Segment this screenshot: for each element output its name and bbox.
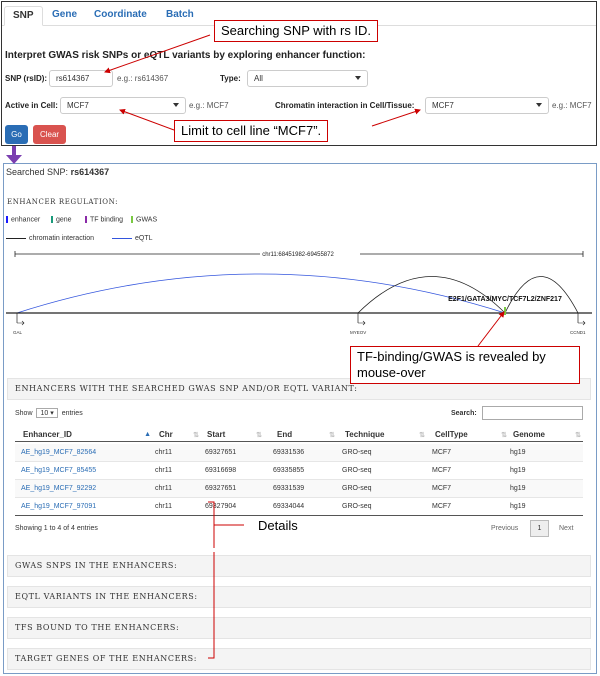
sort-icon: ⇅ bbox=[329, 432, 335, 439]
chrom-label: Chromatin interaction in Cell/Tissue: bbox=[275, 101, 415, 110]
legend-enhancer-label: enhancer bbox=[11, 216, 41, 224]
details-bracket bbox=[208, 502, 214, 658]
section-eqtl-variants[interactable]: EQTL VARIANTS IN THE ENHANCERS: bbox=[7, 586, 591, 608]
legend-gene-label: gene bbox=[56, 216, 72, 224]
table-info: Showing 1 to 4 of 4 entries bbox=[15, 525, 98, 532]
entries-label: entries bbox=[61, 410, 83, 417]
cell-genome: hg19 bbox=[510, 503, 526, 510]
region-label: chr11:68451982-69455872 bbox=[262, 252, 334, 258]
enhancer-id-link[interactable]: AE_hg19_MCF7_82564 bbox=[21, 449, 97, 456]
form-heading: Interpret GWAS risk SNPs or eQTL variants by exploring enhancer function: bbox=[5, 50, 366, 61]
legend-tf-label: TF binding bbox=[90, 216, 124, 224]
cell-start: 69327651 bbox=[205, 485, 237, 492]
chrom-hint: e.g.: MCF7 bbox=[552, 101, 592, 110]
enhancer-id-link[interactable]: AE_hg19_MCF7_85455 bbox=[21, 467, 97, 474]
gene-ccnd1-label: CCND1 bbox=[570, 330, 586, 335]
entries-select[interactable]: 10 ▾ bbox=[36, 408, 57, 418]
cell-technique: GRO-seq bbox=[342, 503, 372, 510]
cell-genome: hg19 bbox=[510, 467, 526, 474]
col-technique-label: Technique bbox=[345, 430, 385, 439]
cell-technique: GRO-seq bbox=[342, 485, 372, 492]
cell-celltype: MCF7 bbox=[432, 467, 452, 474]
col-chr-label: Chr bbox=[159, 430, 173, 439]
cell-end: 69331536 bbox=[273, 449, 305, 456]
flow-arrow-down-icon bbox=[6, 155, 22, 164]
snp-input[interactable]: rs614367 bbox=[49, 70, 113, 87]
callout-limit-arrow-left bbox=[120, 110, 174, 130]
cell-start: 69316698 bbox=[205, 467, 237, 474]
go-button[interactable]: Go bbox=[5, 125, 28, 144]
show-label: Show bbox=[15, 410, 33, 417]
callout-limit: Limit to cell line “MCF7”. bbox=[174, 120, 328, 142]
col-genome-label: Genome bbox=[513, 430, 546, 439]
prev-page-button[interactable]: Previous bbox=[491, 525, 519, 532]
cell-genome: hg19 bbox=[510, 485, 526, 492]
cell-technique: GRO-seq bbox=[342, 449, 372, 456]
tab-gene[interactable]: Gene bbox=[52, 9, 78, 20]
sort-icon: ⇅ bbox=[501, 432, 507, 439]
cell-chr: chr11 bbox=[155, 467, 172, 474]
searched-snp-value: rs614367 bbox=[70, 167, 110, 177]
section-enhancers-header[interactable]: ENHANCERS WITH THE SEARCHED GWAS SNP AND/OR EQTL VARIANT: bbox=[7, 378, 591, 400]
enhancer-regulation-title: ENHANCER REGULATION: bbox=[7, 198, 119, 206]
section-tfs-bound[interactable]: TFS BOUND TO THE ENHANCERS: bbox=[7, 617, 591, 639]
sort-asc-icon: ▲ bbox=[144, 431, 151, 438]
legend-eqtl-label: eQTL bbox=[135, 235, 153, 242]
legend-chromatin-label: chromatin interaction bbox=[29, 235, 94, 242]
enhancer-id-link[interactable]: AE_hg19_MCF7_92292 bbox=[21, 485, 97, 492]
cell-technique: GRO-seq bbox=[342, 467, 372, 474]
section-gwas-snps[interactable]: GWAS SNPS IN THE ENHANCERS: bbox=[7, 555, 591, 577]
cell-celltype: MCF7 bbox=[432, 449, 452, 456]
sort-icon: ⇅ bbox=[193, 432, 199, 439]
type-select-value: All bbox=[254, 74, 263, 83]
cell-label: Active in Cell: bbox=[5, 101, 58, 110]
cell-end: 69334044 bbox=[273, 503, 305, 510]
tab-coordinate[interactable]: Coordinate bbox=[94, 9, 147, 20]
legend-gwas-label: GWAS bbox=[136, 216, 158, 224]
chrom-select-value: MCF7 bbox=[432, 101, 454, 110]
gene-myeov-label: MYEOV bbox=[350, 330, 367, 335]
callout-mouseover: TF-binding/GWAS is revealed by mouse-over bbox=[350, 346, 580, 384]
col-celltype-label: CellType bbox=[435, 430, 468, 439]
cell-celltype: MCF7 bbox=[432, 503, 452, 510]
type-label: Type: bbox=[220, 74, 241, 83]
gene-gal-label: GAL bbox=[13, 330, 23, 335]
callout-mouseover-arrow bbox=[478, 312, 504, 346]
cell-start: 69327651 bbox=[205, 449, 237, 456]
tab-snp[interactable]: SNP bbox=[4, 6, 43, 26]
col-end-label: End bbox=[277, 430, 293, 439]
cell-select-value: MCF7 bbox=[67, 101, 89, 110]
snp-label: SNP (rsID): bbox=[5, 74, 48, 83]
tf-binding-label: E2F1/GATA3/MYC/TCF7L2/ZNF217 bbox=[448, 296, 562, 303]
sort-icon: ⇅ bbox=[419, 432, 425, 439]
cell-celltype: MCF7 bbox=[432, 485, 452, 492]
callout-search: Searching SNP with rs ID. bbox=[214, 20, 378, 42]
search-label: Search: bbox=[451, 410, 477, 417]
cell-chr: chr11 bbox=[155, 503, 172, 510]
callout-details: Details bbox=[258, 518, 298, 533]
entries-select-value: 10 bbox=[40, 410, 49, 417]
tab-batch[interactable]: Batch bbox=[166, 9, 194, 20]
cell-end: 69331539 bbox=[273, 485, 305, 492]
cell-start: 69327904 bbox=[205, 503, 237, 510]
cell-genome: hg19 bbox=[510, 449, 526, 456]
cell-hint: e.g.: MCF7 bbox=[189, 101, 229, 110]
searched-snp-label: Searched SNP: bbox=[6, 167, 69, 177]
clear-button[interactable]: Clear bbox=[33, 125, 66, 144]
sort-icon: ⇅ bbox=[256, 432, 262, 439]
snp-hint: e.g.: rs614367 bbox=[117, 74, 169, 83]
cell-chr: chr11 bbox=[155, 449, 172, 456]
cell-chr: chr11 bbox=[155, 485, 172, 492]
col-enhancer-id-label: Enhancer_ID bbox=[23, 430, 72, 439]
next-page-button[interactable]: Next bbox=[559, 525, 574, 532]
section-target-genes[interactable]: TARGET GENES OF THE ENHANCERS: bbox=[7, 648, 591, 670]
callout-limit-arrow-right bbox=[372, 110, 420, 126]
enhancer-id-link[interactable]: AE_hg19_MCF7_97091 bbox=[21, 503, 97, 510]
col-start-label: Start bbox=[207, 430, 226, 439]
callout-search-arrow bbox=[105, 35, 210, 72]
sort-icon: ⇅ bbox=[575, 432, 581, 439]
page-1-button[interactable]: 1 bbox=[530, 520, 549, 537]
cell-end: 69335855 bbox=[273, 467, 305, 474]
